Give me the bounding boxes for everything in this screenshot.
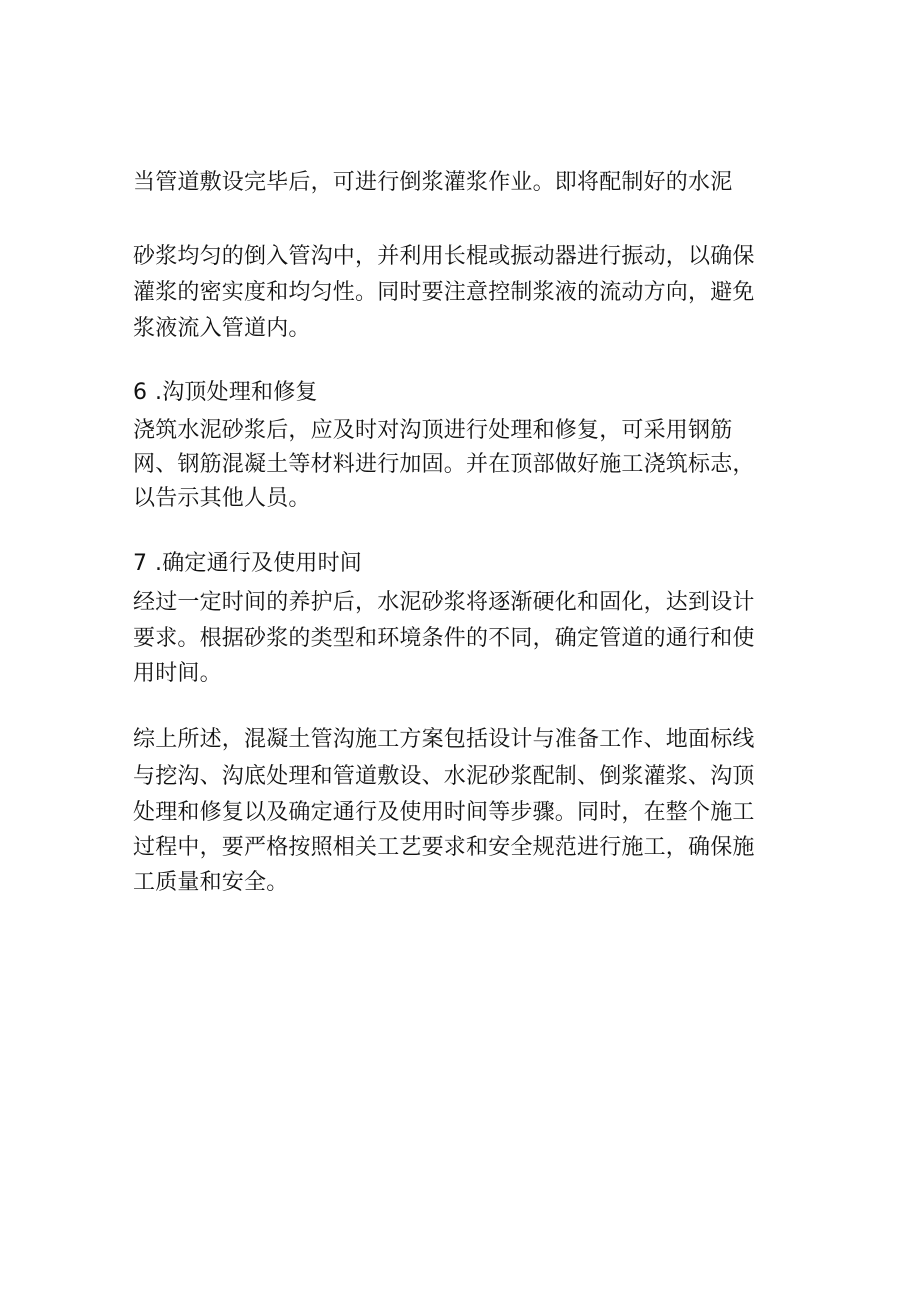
section-title: .确定通行及使用时间	[155, 551, 362, 576]
paragraph-line: 浆液流入管道内。	[133, 316, 311, 341]
paragraph-line: 当管道敷设完毕后，可进行倒浆灌浆作业。即将配制好的水泥	[133, 170, 733, 195]
paragraph-line: 网、钢筋混凝土等材料进行加固。并在顶部做好施工浇筑标志，	[133, 452, 755, 477]
paragraph-line: 与挖沟、沟底处理和管道敷设、水泥砂浆配制、倒浆灌浆、沟顶	[133, 764, 755, 789]
paragraph-line: 浇筑水泥砂浆后，应及时对沟顶进行处理和修复，可采用钢筋	[133, 418, 733, 443]
paragraph-line: 灌浆的密实度和均匀性。同时要注意控制浆液的流动方向，避免	[133, 280, 755, 305]
paragraph-line: 处理和修复以及确定通行及使用时间等步骤。同时，在整个施工	[133, 800, 755, 825]
paragraph-line: 要求。根据砂浆的类型和环境条件的不同，确定管道的通行和使	[133, 626, 755, 651]
paragraph-line: 综上所述，混凝土管沟施工方案包括设计与准备工作、地面标线	[133, 727, 755, 752]
paragraph-line: 过程中，要严格按照相关工艺要求和安全规范进行施工，确保施	[133, 835, 755, 860]
paragraph-line: 经过一定时间的养护后，水泥砂浆将逐渐硬化和固化，达到设计	[133, 590, 755, 615]
section-number: 6	[133, 380, 148, 405]
paragraph-line: 以告示其他人员。	[133, 486, 311, 511]
paragraph-line: 砂浆均匀的倒入管沟中，并利用长棍或振动器进行振动，以确保	[133, 244, 755, 269]
section-heading-6	[133, 376, 793, 410]
section-title: .沟顶处理和修复	[155, 380, 318, 405]
section-heading-7	[133, 547, 793, 581]
paragraph-line: 工质量和安全。	[133, 870, 289, 895]
section-number: 7	[133, 551, 148, 576]
paragraph-line: 用时间。	[133, 661, 222, 686]
